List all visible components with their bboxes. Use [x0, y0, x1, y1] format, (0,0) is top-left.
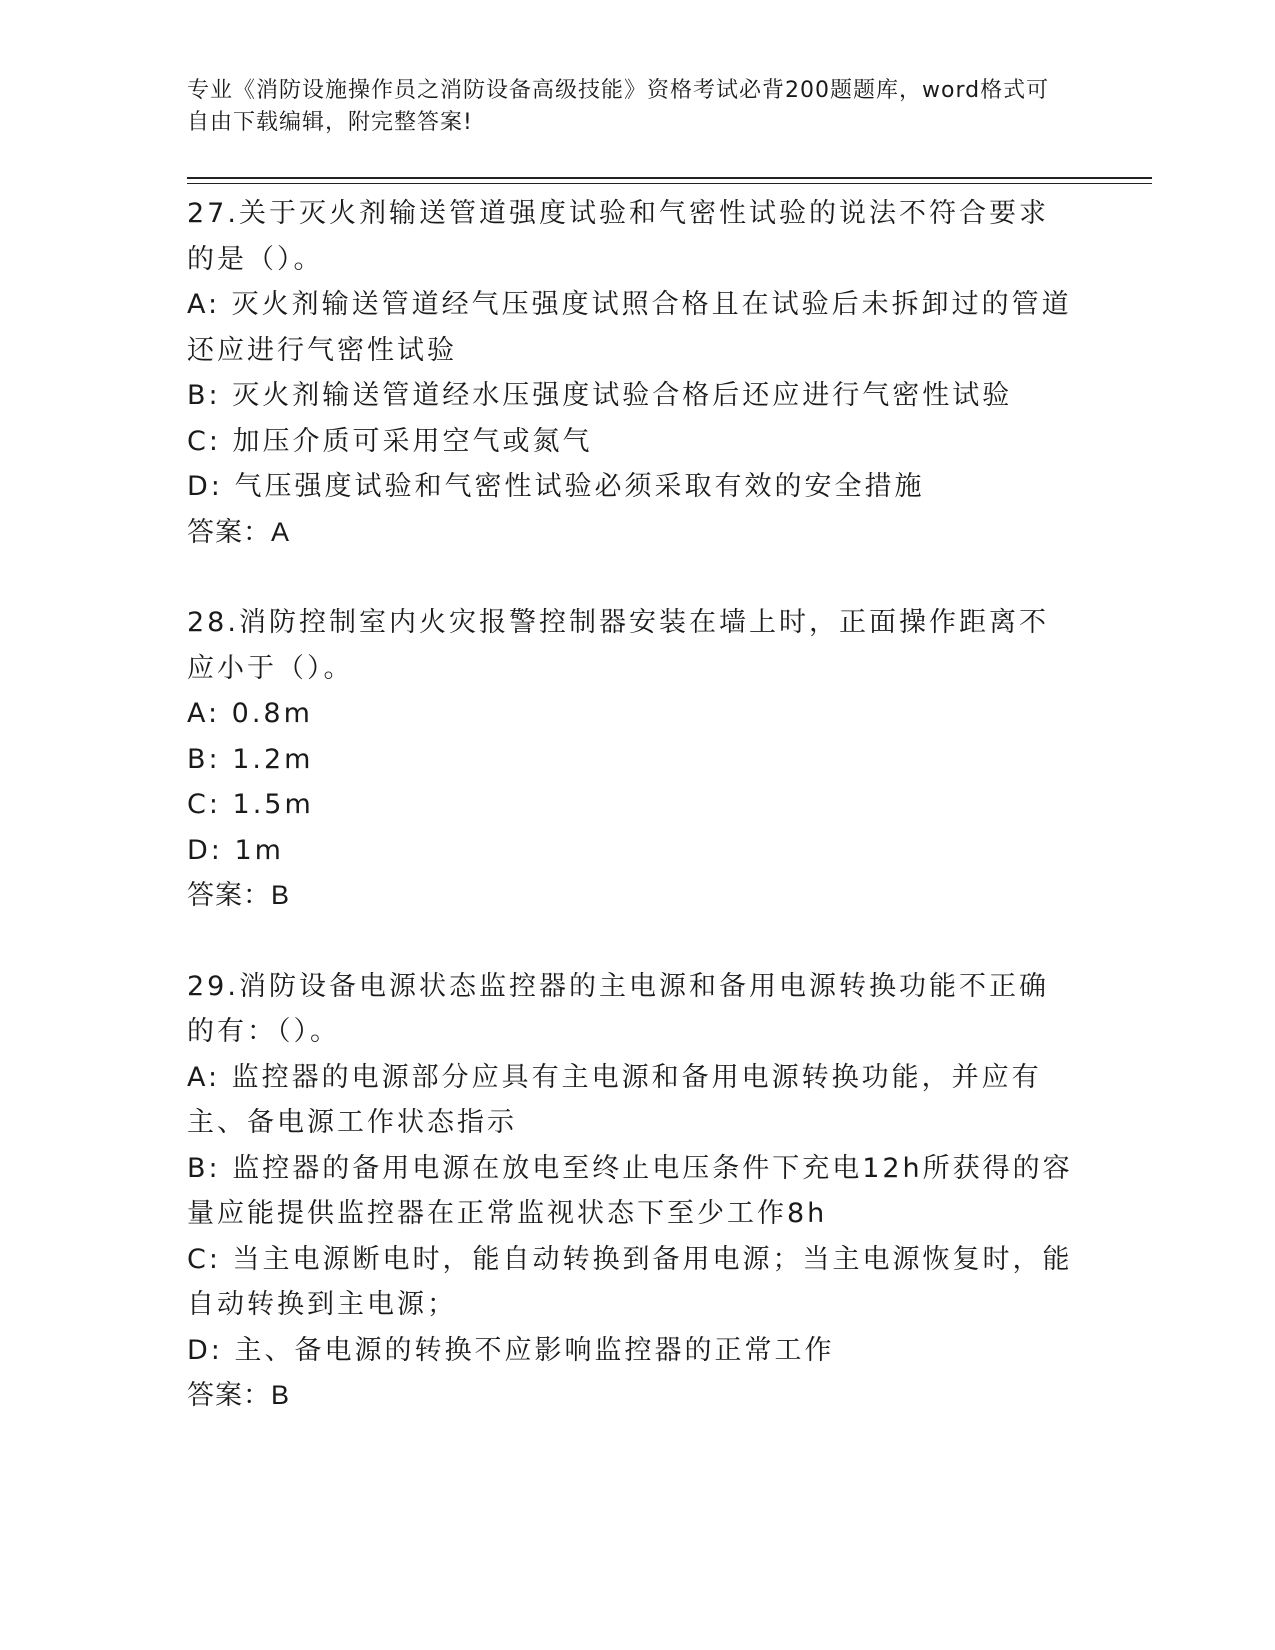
question-list — [187, 191, 1077, 1419]
answer-line: 答案：A — [187, 516, 291, 547]
option-a: A: 监控器的电源部分应具有主电源和备用电源转换功能，并应有主、备电源工作状态指示 — [187, 1061, 1042, 1138]
option-b: B: 监控器的备用电源在放电至终止电压条件下充电12h所获得的容量应能提供监控器在正常监视状态下至少工作8h — [187, 1152, 1073, 1229]
header-divider-thin — [187, 183, 1152, 184]
option-b: B: 灭火剂输送管道经水压强度试验合格后还应进行气密性试验 — [187, 380, 1013, 411]
header-divider-thick — [187, 177, 1152, 179]
option-a: A: 0.8m — [187, 698, 313, 729]
question-stem: 28.消防控制室内火灾报警控制器安装在墙上时，正面操作距离不应小于（）。 — [187, 607, 1049, 684]
option-d: D: 气压强度试验和气密性试验必须采取有效的安全措施 — [187, 471, 925, 502]
document-header: 专业《消防设施操作员之消防设备高级技能》资格考试必背200题题库，word格式可自由下载编辑，附完整答案! — [187, 78, 1050, 135]
question-stem: 29.消防设备电源状态监控器的主电源和备用电源转换功能不正确的有：（）。 — [187, 970, 1049, 1047]
question-28 — [187, 600, 1077, 919]
question-29 — [187, 964, 1077, 1419]
answer-line: 答案：B — [187, 880, 291, 910]
spacer — [187, 555, 1077, 600]
option-a: A: 灭火剂输送管道经气压强度试照合格且在试验后未拆卸过的管道还应进行气密性试验 — [187, 289, 1072, 366]
spacer — [187, 919, 1077, 964]
answer-line: 答案：B — [187, 1380, 291, 1410]
option-d: D: 1m — [187, 834, 284, 866]
option-b: B: 1.2m — [187, 743, 314, 775]
option-d: D: 主、备电源的转换不应影响监控器的正常工作 — [187, 1334, 835, 1366]
option-c: C: 1.5m — [187, 789, 314, 820]
question-stem: 27.关于灭火剂输送管道强度试验和气密性试验的说法不符合要求的是（）。 — [187, 198, 1049, 275]
option-c: C: 当主电源断电时，能自动转换到备用电源；当主电源恢复时，能自动转换到主电源； — [187, 1243, 1073, 1320]
option-c: C: 加压介质可采用空气或氮气 — [187, 425, 593, 457]
question-27 — [187, 191, 1077, 555]
